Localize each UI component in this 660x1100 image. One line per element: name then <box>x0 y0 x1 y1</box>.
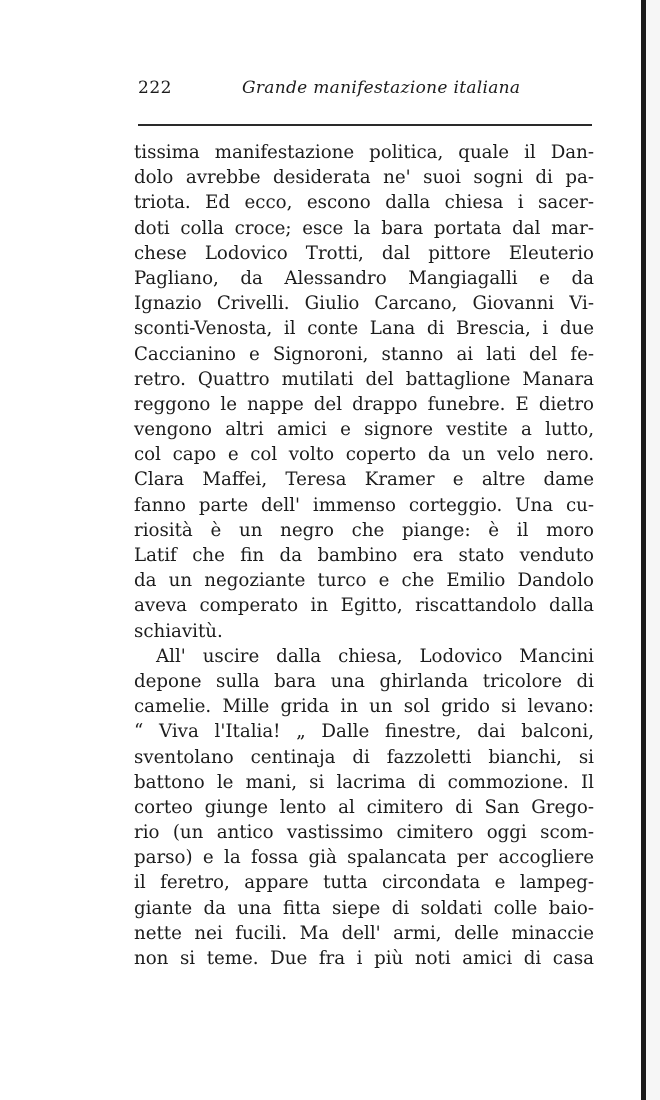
paragraph-end-line: schiavitù. <box>134 620 223 642</box>
body-text <box>134 140 594 971</box>
text-line: doti colla croce; esce la bara portata dal mar- <box>134 217 594 239</box>
text-line: depone sulla bara una ghirlanda tricolore di <box>134 670 594 692</box>
running-header <box>138 78 596 104</box>
text-line: tissima manifestazione politica, quale il Dan- <box>134 142 594 163</box>
binding-shadow <box>641 0 646 1100</box>
text-line: retro. Quattro mutilati del battaglione Manara <box>134 368 594 390</box>
page-edge <box>646 0 660 1100</box>
text-line: Ignazio Crivelli. Giulio Carcano, Giovanni Vi- <box>134 293 594 315</box>
text-line: vengono altri amici e signore vestite a lutto, <box>134 419 594 441</box>
text-line: corteo giunge lento al cimitero di San Grego- <box>134 796 594 818</box>
text-line: col capo e col volto coperto da un velo nero. <box>134 444 594 466</box>
text-line: nette nei fucili. Ma dell' armi, delle minaccie <box>134 922 594 944</box>
text-line: chese Lodovico Trotti, dal pittore Eleuterio <box>134 242 594 264</box>
text-line: da un negoziante turco e che Emilio Dandolo <box>134 570 594 592</box>
text-line: Latif che fin da bambino era stato venduto <box>134 545 594 566</box>
running-title: Grande manifestazione italiana <box>242 78 521 98</box>
text-line: non si teme. Due fra i più noti amici di casa <box>134 948 594 969</box>
text-line: Clara Maffei, Teresa Kramer e altre dame <box>134 469 594 491</box>
text-line: Pagliano, da Alessandro Mangiagalli e da <box>134 267 594 289</box>
text-line: “ Viva l'Italia! „ Dalle finestre, dai balconi, <box>134 721 594 743</box>
text-line: triota. Ed ecco, escono dalla chiesa i sacer- <box>134 192 594 214</box>
text-line: rio (un antico vastissimo cimitero oggi scom- <box>134 822 594 844</box>
text-line: giante da una fitta siepe di soldati colle baio- <box>134 897 594 919</box>
text-line: il feretro, appare tutta circondata e lampeg- <box>134 872 594 894</box>
text-line: aveva comperato in Egitto, riscattandolo dalla <box>134 595 594 617</box>
text-line: reggono le nappe del drappo funebre. E dietro <box>134 393 594 415</box>
page-number: 222 <box>138 78 172 98</box>
text-line: dolo avrebbe desiderata ne' suoi sogni di pa- <box>134 167 594 189</box>
text-line: sventolano centinaja di fazzoletti bianchi, si <box>134 746 594 768</box>
text-line: fanno parte dell' immenso corteggio. Una cu- <box>134 494 594 516</box>
text-line: camelie. Mille grida in un sol grido si levano: <box>134 696 594 718</box>
header-rule <box>138 124 592 126</box>
text-line: Caccianino e Signoroni, stanno ai lati del fe- <box>134 343 594 365</box>
text-line: parso) e la fossa già spalancata per accogliere <box>134 847 594 869</box>
paragraph-start-line: All' uscire dalla chiesa, Lodovico Mancini <box>156 645 594 667</box>
text-line: battono le mani, si lacrima di commozione. Il <box>134 771 594 793</box>
text-line: riosità è un negro che piange: è il moro <box>134 519 594 541</box>
text-line: sconti-Venosta, il conte Lana di Brescia, i due <box>134 318 594 340</box>
